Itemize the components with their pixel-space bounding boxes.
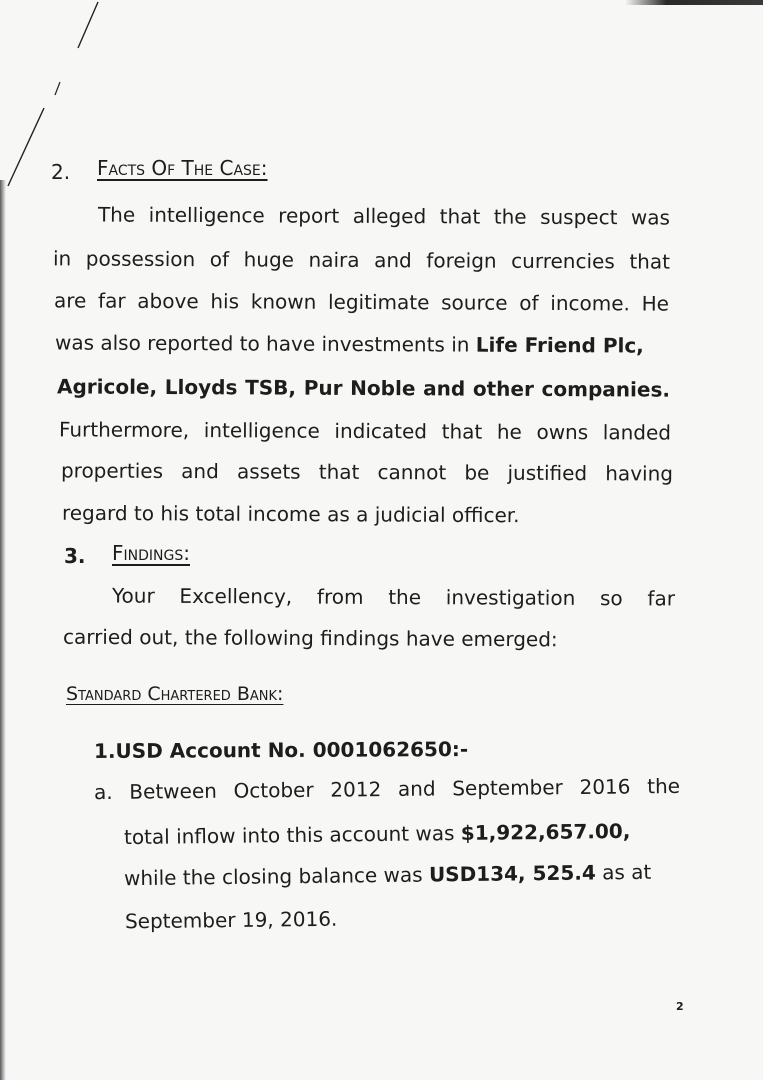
account-heading: 1.USD Account No. 0001062650:-: [93, 737, 469, 763]
section3-heading: Findings:: [112, 541, 190, 565]
section3-line-1: Your Excellency, from the investigation so far: [111, 583, 676, 611]
item-a-line-3-end: as at: [602, 859, 652, 885]
section2-number: 2.: [51, 160, 71, 184]
scan-top-mark: [625, 0, 763, 5]
item-a-line-3-text: while the closing balance was: [123, 862, 423, 891]
section3-line-2: carried out, the following findings have emerged:: [62, 624, 558, 652]
total-inflow-amount: $1,922,657.00,: [460, 818, 631, 845]
item-a-line-2: [123, 818, 631, 850]
section2-line-6: Furthermore, intelligence indicated that he owns landed: [58, 417, 672, 445]
item-a-line-3: [123, 859, 652, 891]
item-a-line-2-text: total inflow into this account was: [123, 821, 455, 850]
section2-line-2: in possession of huge naira and foreign currencies that: [52, 246, 671, 274]
company-life-friend: Life Friend Plc,: [475, 332, 644, 358]
section2-line-5: Agricole, Lloyds TSB, Pur Noble and other companies.: [56, 374, 671, 402]
section2-line-4: [54, 330, 644, 358]
scan-edge-shadow: [0, 180, 6, 1080]
item-a-line-1: a. Between October 2012 and September 2016 the: [93, 773, 681, 805]
section2-line-4-text: was also reported to have investments in: [54, 330, 470, 357]
section2-line-1: The intelligence report alleged that the suspect was: [97, 202, 671, 230]
item-a-line-4: September 19, 2016.: [124, 906, 338, 934]
page-number: 2: [676, 1000, 684, 1013]
section2-heading: Facts Of The Case:: [97, 156, 268, 180]
bank-heading: Standard Chartered Bank:: [66, 683, 284, 705]
section2-line-7: properties and assets that cannot be justified having: [60, 458, 674, 486]
section2-line-8: regard to his total income as a judicial officer.: [61, 500, 520, 528]
section2-line-3: are far above his known legitimate source of income. He: [53, 288, 670, 316]
closing-balance-amount: USD134, 525.4: [428, 860, 596, 887]
section3-number: 3.: [64, 544, 86, 568]
